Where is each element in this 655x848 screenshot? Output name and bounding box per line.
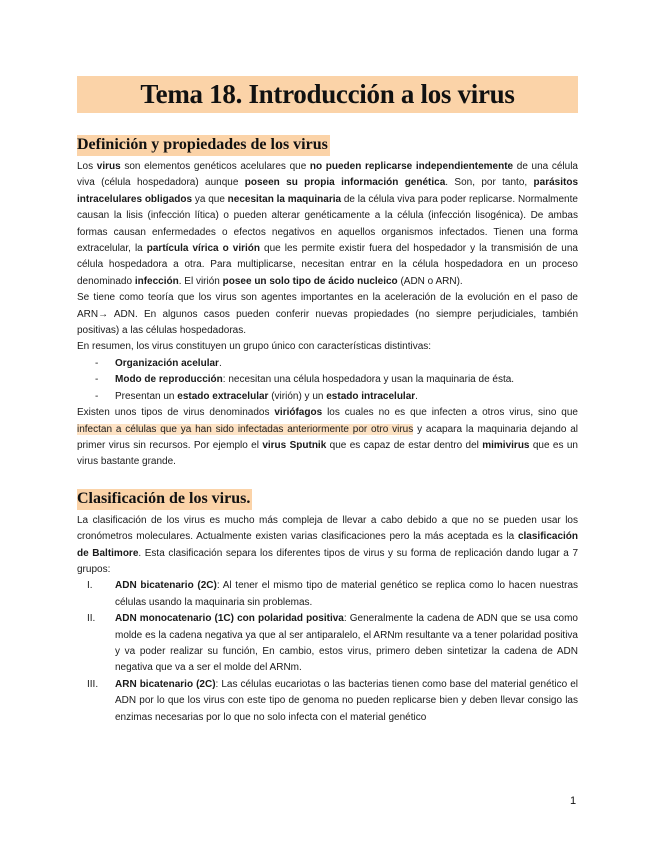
text-run: . Son, por tanto, (445, 177, 534, 189)
text-run: (virión) y un (268, 390, 327, 402)
document-page (77, 76, 578, 726)
bold-text: Modo de reproducción (115, 374, 223, 386)
list-item: I. ADN bicatenario (2C): Al tener el mismo tipo de material genético se replica como lo hacen nuestras células usando la maquinaria sin problemas. (87, 580, 578, 608)
bold-text: infección (134, 275, 179, 287)
bold-text: estado extracelular (177, 390, 269, 402)
list-item: - Organización acelular. (95, 357, 222, 369)
bold-text: parásitos intracelulares obligados (77, 177, 579, 205)
text-run: En resumen, los virus constituyen un grupo único con características distintivas: (77, 341, 432, 353)
text-run: de la célula viva para poder replicarse. Normalmente causan la lisis (infección lítica) o pueden alterar genéticamente a la célula (infección lisogénica). De ambas formas causan enfermedades o efectos negativos en aquellos organismos infectados. Tienen una forma extracelular, la (77, 193, 578, 255)
text-run: Presentan un (115, 390, 178, 402)
bullet-list (77, 356, 578, 405)
text-run: que les permite existir fuera del hospedador y la transmisión de una célula hospedadora a otra. Para multiplicarse, necesitan entrar en la célula hospedadora en un proceso denominado (77, 243, 578, 287)
text-run: : Generalmente la cadena de ADN que se usa como molde es la cadena negativa ya que al ser antiparalelo, el ARNm resultante va a tener polaridad positiva y va poder realizar su función, En cambio, estos virus, primero deben sintetizar la cadena de ADN negativa que va a ser el molde del ARNm. (115, 613, 578, 674)
numbered-list (77, 578, 578, 726)
text-run: La clasificación de los virus es mucho más compleja de llevar a cabo debido a que no se pueden usar los cronómetros moleculares. Actualmente existen varias clasificaciones pero la más aceptada es la (77, 514, 578, 543)
bold-text: no pueden replicarse independientemente (309, 161, 514, 172)
paragraph (77, 513, 578, 579)
paragraph (77, 159, 578, 290)
section-heading-classification: Clasificación de los virus. (77, 489, 252, 510)
list-item: III. ARN bicatenario (2C): Las células eucariotas o las bacterias tienen como base del material genético el ADN por lo que los virus con este tipo de genoma no pueden replicarse bien y deben llevar consigo las enzimas necesarias por lo que no solo infecta con el material genético (87, 678, 579, 723)
section-heading-definition: Definición y propiedades de los virus (77, 135, 330, 156)
text-run: Existen unos tipos de virus denominados (77, 407, 275, 419)
page-title: Tema 18. Introducción a los virus (140, 79, 515, 109)
text-run: ya que (192, 193, 228, 205)
text-run: que es capaz de estar dentro del (326, 439, 483, 451)
text-run: . (415, 390, 418, 402)
highlighted-text: infectan a células que ya han sido infectadas anteriormente por otro virus (77, 423, 414, 435)
text-run: : necesitan una célula hospedadora y usan la maquinaria de ésta. (222, 374, 515, 386)
paragraph (77, 339, 578, 355)
bold-text: clasificación de Baltimore (77, 531, 578, 559)
bold-text: virus (96, 161, 121, 172)
bold-text: necesitan la maquinaria (227, 193, 342, 205)
bold-text: poseen su propia información genética (244, 177, 446, 189)
list-item: II. ADN monocatenario (1C) con polaridad positiva: Generalmente la cadena de ADN que se usa como molde es la cadena negativa ya que al ser antiparalelo, el ARNm resultante va a tener polaridad positiva y va poder realizar su función, En cambio, estos virus, primero deben sintetizar la cadena de ADN negativa que va a ser el molde del ARNm. (87, 613, 578, 674)
bold-text: estado intracelular (326, 390, 416, 402)
text-run: (ADN o ARN). (397, 275, 463, 287)
title-banner (77, 76, 578, 113)
bold-text: ADN bicatenario (2C) (115, 580, 217, 592)
bold-text: posee un solo tipo de ácido nucleico (222, 275, 398, 287)
text-run: y acapara la maquinaria dejando al primer virus sin recursos. Por ejemplo el (77, 423, 578, 451)
text-run: : Al tener el mismo tipo de material genético se replica como lo hacen nuestras células usando la maquinaria sin problemas. (115, 580, 578, 608)
paragraph (77, 405, 578, 471)
text-run: de una célula viva (célula hospedadora) aunque (77, 161, 578, 189)
bold-text: ADN monocatenario (1C) con polaridad positiva (115, 613, 344, 625)
text-run: los cuales no es que infecten a otros virus, sino que (322, 407, 578, 419)
text-run: : Las células eucariotas o las bacterias tienen como base del material genético el ADN por lo que los virus con este tipo de genoma no pueden replicarse bien y deben llevar consigo las enzimas necesarias por lo que no solo infecta con el material genético (115, 678, 579, 723)
bold-text: ARN bicatenario (2C) (115, 678, 216, 690)
text-run: Se tiene como teoría que los virus son agentes importantes en la aceleración de la evolución en el paso de ARN→ ADN. En algunos casos pueden conferir nuevas propiedades (no siempre perjudiciales, también positivas) a las células hospedadoras. (77, 292, 578, 337)
text-run: son elementos genéticos acelulares que (120, 161, 310, 172)
text-run: . (218, 357, 222, 369)
text-run: . Esta clasificación separa los diferentes tipos de virus y su forma de replicación dando lugar a 7 grupos: (77, 547, 578, 575)
list-item: - Modo de reproducción: necesitan una célula hospedadora y usan la maquinaria de ésta. (95, 374, 515, 386)
text-run: Los (77, 161, 97, 172)
bold-text: virus Sputnik (262, 439, 327, 451)
list-item: - Presentan un estado extracelular (virión) y un estado intracelular. (95, 390, 418, 402)
bold-text: viriófagos (274, 407, 323, 419)
text-run: . El virión (178, 275, 223, 287)
page-number: 1 (570, 795, 577, 807)
bold-text: partícula vírica o virión (146, 243, 261, 255)
bold-text: Organización acelular (115, 357, 219, 369)
paragraph (77, 290, 578, 339)
text-run: que es un virus bastante grande. (77, 439, 578, 468)
bold-text: mimivirus (482, 439, 530, 451)
